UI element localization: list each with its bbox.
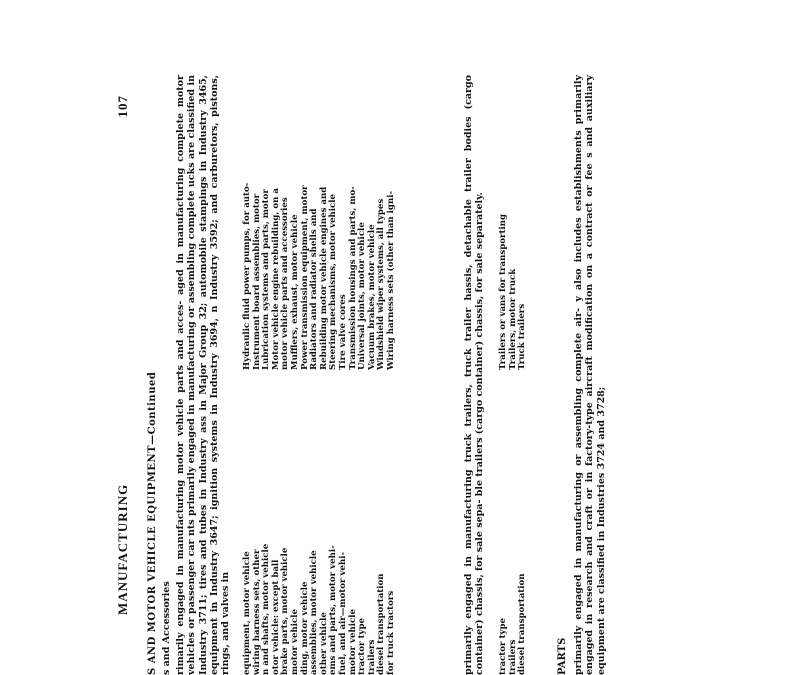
list-item: equipment, motor vehicle: [242, 551, 252, 675]
section-title: S AND MOTOR VEHICLE EQUIPMENT—Continued: [147, 371, 158, 675]
list-item: motor vehicle: [289, 609, 300, 675]
list-item: ems and parts, motor vehi-: [328, 545, 339, 675]
running-head: [115, 95, 133, 615]
list-item: n and shafts, motor vehicle: [261, 543, 272, 675]
list-item: Motor vehicle engine rebuilding, on a: [270, 188, 281, 370]
list-item: Radiators and radiator shells and: [309, 208, 320, 370]
list-item: other vehicle: [318, 612, 329, 675]
list-item: wiring harness sets, other: [251, 549, 262, 675]
list-item: Power transmission equipment, motor: [299, 185, 310, 370]
trailers-list-left: [499, 475, 528, 675]
list-item: Universal joints, motor vehicle: [357, 222, 368, 370]
list-item: tractor type: [357, 618, 368, 675]
list-item: Transmission housings and parts, mo-: [347, 186, 358, 370]
list-item: otor vehicle: except ball: [270, 559, 281, 675]
list-item: Vacuum brakes, motor vehicle: [366, 224, 377, 370]
list-item: Trailers or vans for transporting: [498, 214, 508, 370]
page-number: 107: [115, 95, 130, 118]
list-item: Hydraulic fluid power pumps, for auto-: [242, 182, 252, 370]
list-item: diesel transportation: [376, 573, 387, 675]
list-item: Truck trailers: [517, 303, 528, 370]
rotated-document-page: [115, 75, 607, 675]
product-list-left: [243, 385, 397, 675]
parts-heading: PARTS: [557, 637, 568, 675]
list-item: trailers: [507, 639, 518, 675]
list-item: Steering mechanisms, motor vehicle: [328, 193, 339, 370]
list-item: Rebuilding motor vehicle engines and: [318, 186, 329, 370]
parts-paragraph: primarily engaged in manufacturing or assembling complete air- y also includes establishments primarily engaged in research and craft or in factory-type aircraft modification on a contract or fee s and auxiliary equipment are classified in Industries 3724 and 3728;: [573, 75, 607, 675]
section-subtitle: s and Accessories: [161, 581, 172, 675]
list-item: fuel, and air—motor vehi-: [337, 551, 348, 675]
list-item: motor vehicle: [347, 609, 358, 675]
list-item: ding, motor vehicle: [299, 581, 310, 675]
list-item: diesel transportation: [517, 573, 528, 675]
list-item: trailers: [366, 639, 377, 675]
list-item: Mufflers, exhaust, motor vehicle: [289, 214, 300, 370]
trailers-list-right: [499, 170, 528, 370]
list-item: for truck tractors: [385, 590, 396, 675]
list-item: Lubrication systems and parts, motor: [261, 189, 272, 370]
list-item: brake parts, motor vehicle: [280, 547, 291, 675]
list-item: motor vehicle parts and accessories: [280, 197, 291, 370]
trailers-paragraph: primarily engaged in manufacturing truck trailers, truck trailer hassis, detachable trailer bodies (cargo container) chassis, for sale sepa- ble trailers (cargo container) chassis, for sale separately.: [463, 75, 486, 675]
list-item: Tire valve cores: [337, 294, 348, 370]
list-item: assemblies, motor vehicle: [309, 550, 320, 675]
list-item: tractor type: [498, 618, 508, 675]
list-item: Trailers, motor truck: [507, 268, 518, 370]
list-item: Windshield wiper systems, all types: [376, 198, 387, 370]
section-intro-paragraph: rimarily engaged in manufacturing motor vehicle parts and acces- aged in manufacturing complete motor vehicles or passenger car nts primarily engaged in manufacturing or assembling complete ucks are classified in Industry 3711; tires and tubes in Industry ass in Major Group 32; automobile stampings in Industry 3465, equipment in Industry 3647; ignition systems in Industry 3694, n Industry 3592; and carburetors, pistons, rings, and valves in: [175, 75, 232, 675]
product-list-right: [243, 75, 397, 370]
running-head-title: MANUFACTURING: [115, 483, 130, 615]
list-item: Instrument board assemblies, motor: [251, 193, 262, 370]
list-item: Wiring harness sets (other than igni-: [385, 190, 396, 370]
